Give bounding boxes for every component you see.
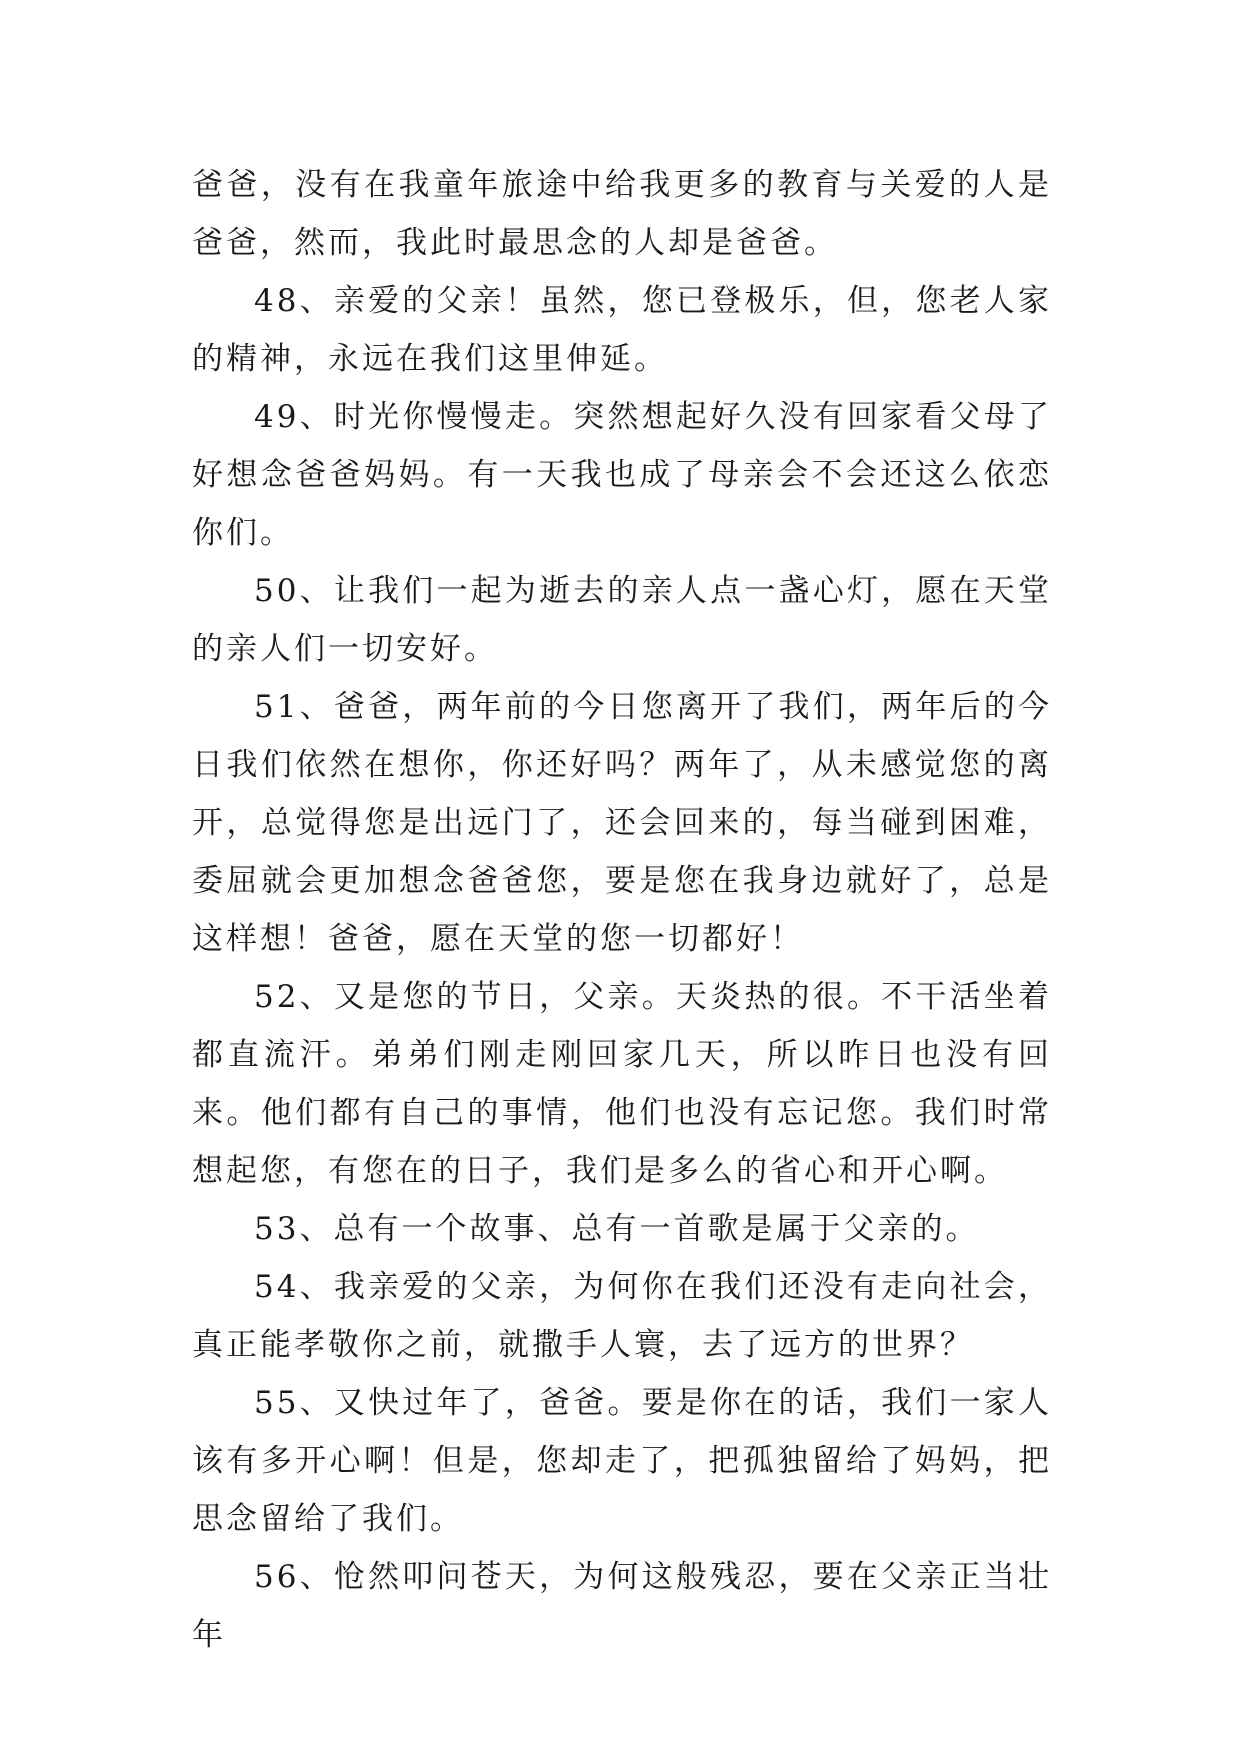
document-body [192,156,1052,1664]
paragraph-50: 50、让我们一起为逝去的亲人点一盏心灯，愿在天堂的亲人们一切安好。 [192,573,1052,667]
paragraph-51: 51、爸爸，两年前的今日您离开了我们，两年后的今日我们依然在想你，你还好吗？两年了，从未感觉您的离开，总觉得您是出远门了，还会回来的，每当碰到困难，委屈就会更加想念爸爸您，要是您在我身边就好了，总是这样想！爸爸，愿在天堂的您一切都好！ [192,689,1052,957]
paragraph-54: 54、我亲爱的父亲，为何你在我们还没有走向社会，真正能孝敬你之前，就撒手人寰，去了远方的世界？ [192,1269,1052,1363]
paragraph-continued: 爸爸，没有在我童年旅途中给我更多的教育与关爱的人是爸爸，然而，我此时最思念的人却是爸爸。 [192,167,1052,261]
paragraph-49: 49、时光你慢慢走。突然想起好久没有回家看父母了好想念爸爸妈妈。有一天我也成了母亲会不会还这么依恋你们。 [192,399,1052,551]
paragraph-55: 55、又快过年了，爸爸。要是你在的话，我们一家人该有多开心啊！但是，您却走了，把孤独留给了妈妈，把思念留给了我们。 [192,1385,1052,1537]
paragraph-56: 56、怆然叩问苍天，为何这般残忍，要在父亲正当壮年 [192,1559,1052,1653]
paragraph-53: 53、总有一个故事、总有一首歌是属于父亲的。 [254,1211,980,1247]
paragraph-48: 48、亲爱的父亲！虽然，您已登极乐，但，您老人家的精神，永远在我们这里伸延。 [192,283,1052,377]
paragraph-52: 52、又是您的节日，父亲。天炎热的很。不干活坐着都直流汗。弟弟们刚走刚回家几天，所以昨日也没有回来。他们都有自己的事情，他们也没有忘记您。我们时常想起您，有您在的日子，我们是多么的省心和开心啊。 [192,979,1052,1189]
